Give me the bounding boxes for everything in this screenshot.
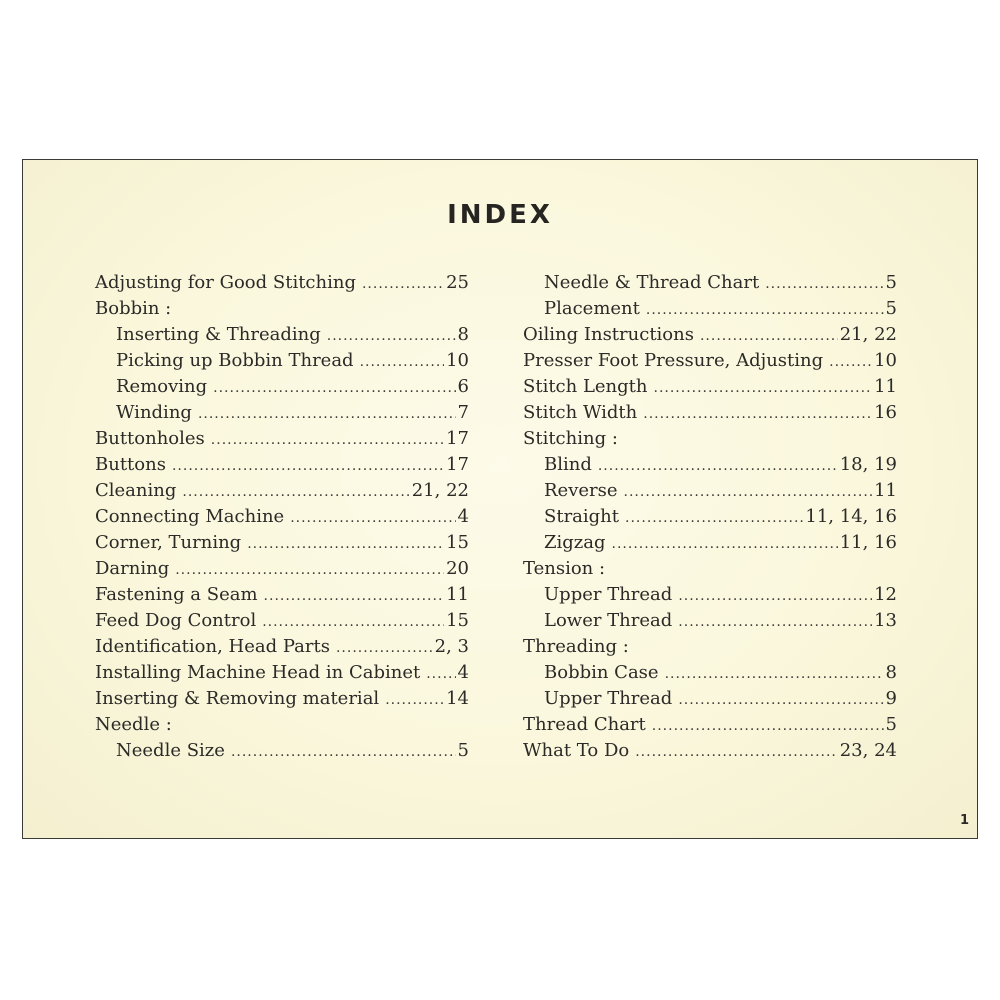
index-entry [95,426,469,452]
index-entry-label: Connecting Machine [95,506,285,527]
dot-leader [175,557,444,583]
index-entry-pages: 11 [874,480,897,501]
index-entry [95,348,469,374]
index-entry-pages: 4 [457,506,469,527]
dot-leader [635,739,838,765]
index-entry-label: Straight [544,506,620,527]
index-entry-pages: 18, 19 [839,454,897,475]
index-entry-pages: 2, 3 [434,636,469,657]
index-entry-label: Threading : [523,636,629,657]
dot-leader [646,297,884,323]
index-entry [95,712,469,738]
index-entry [95,556,469,582]
dot-leader [290,505,455,531]
index-entry [95,452,469,478]
dot-leader [182,479,409,505]
index-entry [523,270,897,296]
index-entry-label: Upper Thread [544,688,673,709]
index-entry [95,478,469,504]
index-entry-label: Identification, Head Parts [95,636,330,657]
dot-leader [213,375,455,401]
index-entry-pages: 12 [874,584,897,605]
index-entry [95,400,469,426]
index-entry-label: Needle Size [116,740,225,761]
index-entry [523,504,897,530]
dot-leader [426,661,455,687]
index-entry-pages: 5 [885,298,897,319]
index-entry-pages: 5 [885,272,897,293]
index-entry [95,582,469,608]
index-entry-label: What To Do [523,740,630,761]
dot-leader [327,323,456,349]
index-entry-label: Picking up Bobbin Thread [116,350,354,371]
index-entry-label: Buttons [95,454,166,475]
index-entry-label: Tension : [523,558,606,579]
index-column-left [95,270,469,764]
dot-leader [624,479,873,505]
index-entry-label: Adjusting for Good Stitching [95,272,356,293]
dot-leader [625,505,803,531]
index-entry-label: Presser Foot Pressure, Adjusting [523,350,824,371]
index-entry-label: Darning [95,558,170,579]
dot-leader [678,609,872,635]
page-number: 1 [959,813,969,828]
dot-leader [652,713,884,739]
index-entry-pages: 10 [874,350,897,371]
index-entry-pages: 16 [874,402,897,423]
index-entry [95,374,469,400]
index-entry [95,608,469,634]
index-entry-pages: 13 [874,610,897,631]
index-entry [523,400,897,426]
page-title: INDEX [447,200,553,230]
dot-leader [362,271,444,297]
index-entry [523,686,897,712]
index-entry-label: Feed Dog Control [95,610,257,631]
index-entry-label: Inserting & Removing material [95,688,380,709]
index-entry-pages: 7 [457,402,469,423]
dot-leader [654,375,873,401]
index-entry-label: Lower Thread [544,610,673,631]
index-entry-label: Buttonholes [95,428,205,449]
index-entry-label: Bobbin : [95,298,172,319]
dot-leader [612,531,838,557]
index-entry-label: Winding [116,402,192,423]
index-entry-label: Upper Thread [544,584,673,605]
index-entry-label: Fastening a Seam [95,584,258,605]
index-entry-pages: 8 [457,324,469,345]
index-entry [523,738,897,764]
index-entry-pages: 9 [885,688,897,709]
index-entry-pages: 14 [446,688,469,709]
index-entry-pages: 15 [446,532,469,553]
index-entry [523,608,897,634]
index-entry-label: Zigzag [544,532,606,553]
index-entry-label: Oiling Instructions [523,324,694,345]
index-entry-pages: 11 [874,376,897,397]
index-entry [523,322,897,348]
index-entry-label: Inserting & Threading [116,324,321,345]
index-entry-pages: 20 [446,558,469,579]
index-entry [523,348,897,374]
index-entry-pages: 11, 16 [839,532,897,553]
index-entry [95,530,469,556]
index-entry-pages: 23, 24 [839,740,897,761]
index-entry [523,634,897,660]
index-entry-label: Thread Chart [523,714,646,735]
dot-leader [172,453,444,479]
index-entry-pages: 17 [446,428,469,449]
dot-leader [643,401,872,427]
dot-leader [360,349,445,375]
index-entry-label: Blind [544,454,592,475]
dot-leader [765,271,883,297]
index-entry-label: Removing [116,376,208,397]
index-entry-pages: 21, 22 [839,324,897,345]
dot-leader [198,401,456,427]
dot-leader [264,583,445,609]
index-entry-pages: 10 [446,350,469,371]
dot-leader [231,739,456,765]
index-entry-label: Needle & Thread Chart [544,272,760,293]
index-entry [523,426,897,452]
dot-leader [211,427,444,453]
index-entry-label: Stitching : [523,428,618,449]
index-entry-pages: 25 [446,272,469,293]
index-entry-label: Corner, Turning [95,532,242,553]
index-entry-pages: 5 [885,714,897,735]
dot-leader [598,453,838,479]
index-entry-pages: 6 [457,376,469,397]
index-entry [523,530,897,556]
index-entry-label: Stitch Length [523,376,648,397]
index-entry-pages: 17 [446,454,469,475]
dot-leader [385,687,444,713]
index-entry-label: Installing Machine Head in Cabinet [95,662,421,683]
index-entry-pages: 15 [446,610,469,631]
dot-leader [678,687,883,713]
dot-leader [262,609,444,635]
dot-leader [247,531,444,557]
index-entry-label: Stitch Width [523,402,638,423]
index-entry-pages: 8 [885,662,897,683]
index-entry-pages: 5 [457,740,469,761]
dot-leader [829,349,872,375]
index-entry [95,634,469,660]
index-entry [95,504,469,530]
index-entry-label: Placement [544,298,640,319]
dot-leader [678,583,872,609]
index-entry [523,556,897,582]
index-entry [95,296,469,322]
index-entry-pages: 21, 22 [411,480,469,501]
index-entry [95,738,469,764]
index-entry [95,660,469,686]
index-entry [95,270,469,296]
index-page [22,159,978,839]
dot-leader [700,323,838,349]
index-entry [523,296,897,322]
index-entry-label: Cleaning [95,480,177,501]
index-entry-pages: 11 [446,584,469,605]
index-entry-pages: 11, 14, 16 [805,506,897,527]
index-entry [523,452,897,478]
index-entry [95,686,469,712]
index-entry [523,478,897,504]
index-entry-label: Reverse [544,480,618,501]
index-entry-pages: 4 [457,662,469,683]
index-entry [523,582,897,608]
index-entry [523,660,897,686]
index-entry [95,322,469,348]
index-entry [523,374,897,400]
index-column-right [523,270,897,764]
index-entry [523,712,897,738]
index-entry-label: Needle : [95,714,172,735]
dot-leader [336,635,433,661]
dot-leader [665,661,884,687]
index-entry-label: Bobbin Case [544,662,659,683]
